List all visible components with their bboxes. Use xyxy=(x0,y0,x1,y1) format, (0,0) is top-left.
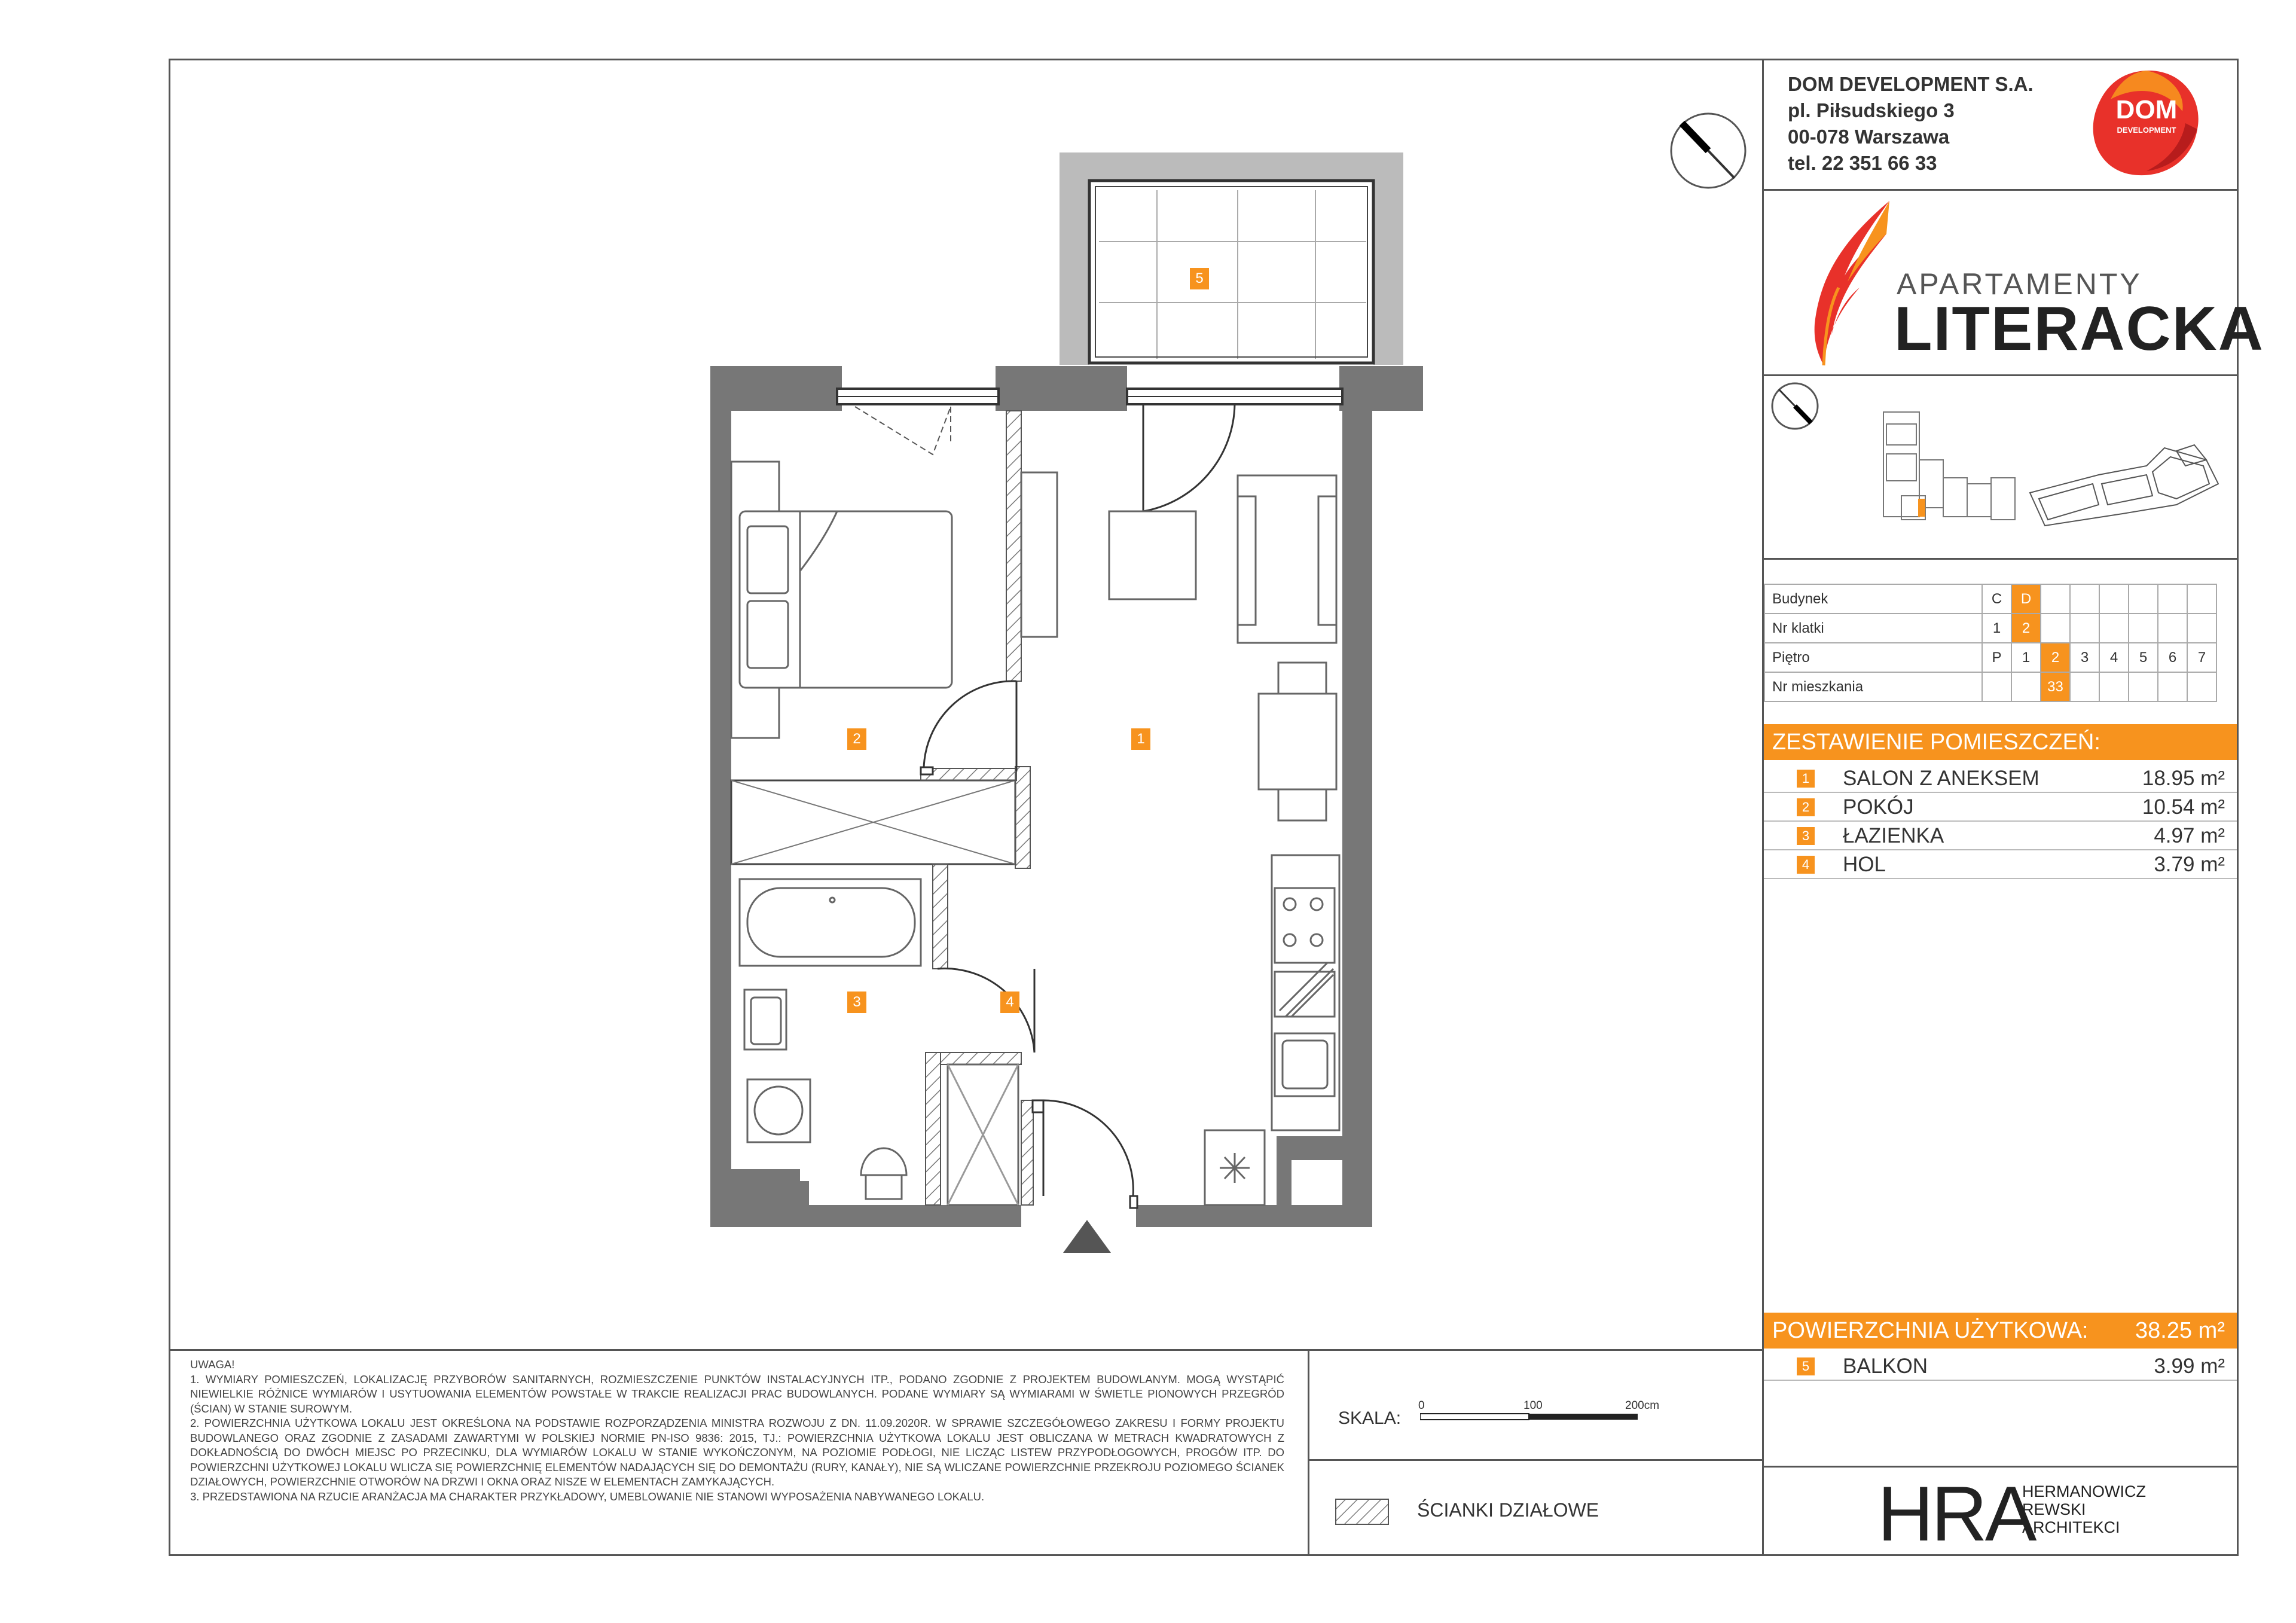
building-table-cell xyxy=(2041,614,2070,643)
building-table-cell xyxy=(2070,614,2099,643)
room-num: 3 xyxy=(1797,827,1815,845)
balcony-row xyxy=(1764,1352,2237,1381)
plan-label-lazienka: 3 xyxy=(847,992,866,1013)
legend-label: ŚCIANKI DZIAŁOWE xyxy=(1417,1499,1599,1521)
building-table-cell xyxy=(2187,672,2216,701)
balcony xyxy=(1060,152,1403,365)
room-num: 2 xyxy=(1797,798,1815,816)
building-table-cell: 33 xyxy=(2041,672,2070,701)
company-name: DOM DEVELOPMENT S.A. xyxy=(1788,73,2034,95)
building-table-cell xyxy=(2099,672,2129,701)
project-name-small: APARTAMENTY xyxy=(1897,267,2142,301)
room-row xyxy=(1764,822,2237,850)
building-table-label: Piętro xyxy=(1764,643,1982,672)
building-table-cell xyxy=(2187,614,2216,643)
partition-wall-legend-icon xyxy=(1335,1498,1390,1526)
living-furniture xyxy=(1109,475,1336,820)
entrance-marker xyxy=(1063,1220,1111,1253)
building-table xyxy=(1764,584,2217,702)
building-table-row xyxy=(1764,643,2216,672)
notes xyxy=(190,1357,1284,1504)
room-row xyxy=(1764,793,2237,822)
building-table-row xyxy=(1764,672,2216,701)
feather-icon xyxy=(1803,198,1898,371)
company-city: 00-078 Warszawa xyxy=(1788,126,1950,148)
building-table-cell xyxy=(2070,672,2099,701)
building-table-cell xyxy=(1982,672,2011,701)
dom-development-logo xyxy=(2087,63,2206,183)
notes-title: UWAGA! xyxy=(190,1358,235,1371)
building-table-cell: 6 xyxy=(2158,643,2187,672)
svg-text:DOM: DOM xyxy=(2115,95,2178,124)
room-area: 4.97 m² xyxy=(2154,824,2225,847)
note-item: 2. POWIERZCHNIA UŻYTKOWA LOKALU JEST OKREŚLONA NA PODSTAWIE ROZPORZĄDZENIA MINISTRA ROZWOJU Z DN. 11.09.2020R. W SPRAWIE SZCZEGÓŁOWEGO ZAKRESU I FORMY PROJEKTU BUDOWLANEGO ORAZ ZGODNIE Z ZASADAMI ZAWARTYMI W POLSKIEJ NORMIE PN-ISO 9836: 2015, TJ.: POWIERZCHNIA UŻYTKOWA LOKALU JEST OBLICZANA W METRACH KWADRATOWYCH Z DOKŁADNOŚCIĄ DO DWÓCH MIEJSC PO PRZECINKU, DLA WYMIARÓW LOKALU W STANIE WYKOŃCZONYM, NA POZIOMIE PODŁOGI, NIE LICZĄC LISTEW PRZYPODŁOGOWYCH, PROGÓW ITP. DO POWIERZCHNI UŻYTKOWEJ LOKALU WLICZA SIĘ POWIERZCHNIĘ ELEMENTÓW NADAJĄCYCH SIĘ DO DEMONTAŻU (RURY, KANAŁY), NIE SĄ WLICZANE POWIERZCHNIE PRZEKROJU POZIOMEGO ŚCIANEK DZIAŁOWYCH, POWIERZCHNIE OTWORÓW NA DRZWI I OKNA ORAZ NISZE W ELEMENTACH ZAMYKAJĄCYCH. xyxy=(190,1417,1284,1488)
rooms-header: ZESTAWIENIE POMIESZCZEŃ: xyxy=(1764,724,2237,760)
plan-label-pokoj: 2 xyxy=(847,728,866,750)
room-name: BALKON xyxy=(1843,1354,1928,1378)
scale-tick: 0 xyxy=(1418,1399,1425,1412)
company-address xyxy=(1788,71,2034,176)
building-table-cell: 4 xyxy=(2099,643,2129,672)
room-num: 5 xyxy=(1797,1357,1815,1375)
project-name-big: LITERACKA xyxy=(1894,294,2264,364)
architect-line: REWSKI xyxy=(2022,1500,2086,1518)
building-table-cell xyxy=(2099,614,2129,643)
divider xyxy=(170,1349,1762,1351)
building-table-cell: 2 xyxy=(2041,643,2070,672)
scale-bar xyxy=(1420,1413,1647,1421)
architect-logo: HRA xyxy=(1877,1470,2035,1557)
building-table-cell xyxy=(2158,584,2187,614)
building-table-cell xyxy=(2011,672,2041,701)
building-table-row xyxy=(1764,584,2216,614)
building-table-cell: C xyxy=(1982,584,2011,614)
building-table-cell xyxy=(2187,584,2216,614)
room-name: POKÓJ xyxy=(1843,795,1914,819)
site-location-map xyxy=(1764,376,2236,559)
company-street: pl. Piłsudskiego 3 xyxy=(1788,99,1955,121)
building-table-cell xyxy=(2158,614,2187,643)
scale-tick: 200cm xyxy=(1625,1399,1660,1412)
architect-line: ARCHITEKCI xyxy=(2022,1518,2120,1536)
building-table-cell: 5 xyxy=(2129,643,2158,672)
company-phone: tel. 22 351 66 33 xyxy=(1788,152,1937,174)
usable-area-bar xyxy=(1764,1313,2237,1349)
room-row xyxy=(1764,764,2237,793)
usable-area-value: 38.25 m² xyxy=(2135,1317,2225,1343)
building-table-cell: 1 xyxy=(1982,614,2011,643)
svg-text:DEVELOPMENT: DEVELOPMENT xyxy=(2117,126,2176,135)
note-item: 1. WYMIARY POMIESZCZEŃ, LOKALIZACJĘ PRZYBORÓW SANITARNYCH, ROZMIESZCZENIE PUNKTÓW INSTALACYJNYCH ITP., PODANO ZGODNIE Z PROJEKTEM BUDOWLANYM. MOGĄ WYSTĄPIĆ NIEWIELKIE RÓŻNICE WYMIARÓW I USYTUOWANIA ELEMENTÓW POWSTAŁE W TRAKCIE REALIZACJI PRAC BUDOWLANYCH. PODANE WYMIARY SĄ WYMIARAMI W ŚWIETLE PIONOWYCH PRZEGRÓD (ŚCIAN) W STANIE SUROWYM. xyxy=(190,1372,1284,1415)
building-table-cell xyxy=(2129,584,2158,614)
building-table-row xyxy=(1764,614,2216,643)
room-area: 3.99 m² xyxy=(2154,1354,2225,1378)
divider xyxy=(1308,1459,1762,1461)
bathroom-fixtures xyxy=(740,879,1018,1205)
building-table-label: Nr mieszkania xyxy=(1764,672,1982,701)
building-table-cell xyxy=(2129,614,2158,643)
scale-tick: 100 xyxy=(1523,1399,1543,1412)
room-num: 1 xyxy=(1797,770,1815,788)
window-bedroom xyxy=(837,389,999,454)
room-name: SALON Z ANEKSEM xyxy=(1843,767,2039,790)
building-table-cell xyxy=(2041,584,2070,614)
building-table-cell: 2 xyxy=(2011,614,2041,643)
building-table-cell: P xyxy=(1982,643,2011,672)
room-area: 10.54 m² xyxy=(2142,795,2225,819)
building-table-cell xyxy=(2099,584,2129,614)
compass-icon xyxy=(1671,114,1745,188)
scale-label: SKALA: xyxy=(1338,1408,1402,1428)
plan-label-balcony: 5 xyxy=(1190,268,1209,289)
building-table-cell: D xyxy=(2011,584,2041,614)
architect-line: HERMANOWICZ xyxy=(2022,1482,2146,1500)
room-name: HOL xyxy=(1843,853,1886,876)
building-table-label: Budynek xyxy=(1764,584,1982,614)
building-table-cell xyxy=(2070,584,2099,614)
plan-label-salon: 1 xyxy=(1131,728,1150,750)
compass-small-icon xyxy=(1772,383,1818,429)
architect-name xyxy=(2022,1482,2146,1536)
room-num: 4 xyxy=(1797,856,1815,874)
building-table-cell: 3 xyxy=(2070,643,2099,672)
building-table-cell xyxy=(2129,672,2158,701)
info-panel xyxy=(1762,60,2264,1557)
building-table-label: Nr klatki xyxy=(1764,614,1982,643)
room-name: ŁAZIENKA xyxy=(1843,824,1944,847)
plan-label-hol: 4 xyxy=(1000,992,1019,1013)
room-row xyxy=(1764,850,2237,879)
room-area: 3.79 m² xyxy=(2154,853,2225,876)
divider xyxy=(1308,1349,1309,1555)
building-table-cell: 1 xyxy=(2011,643,2041,672)
room-area: 18.95 m² xyxy=(2142,767,2225,790)
usable-area-label: POWIERZCHNIA UŻYTKOWA: xyxy=(1772,1317,2089,1343)
building-table-cell: 7 xyxy=(2187,643,2216,672)
building-table-cell xyxy=(2158,672,2187,701)
note-item: 3. PRZEDSTAWIONA NA RZUCIE ARANŻACJA MA CHARAKTER PRZYKŁADOWY, UMEBLOWANIE NIE STANOWI WYPOSAŻENIA NABYWANEGO LOKALU. xyxy=(190,1490,985,1503)
